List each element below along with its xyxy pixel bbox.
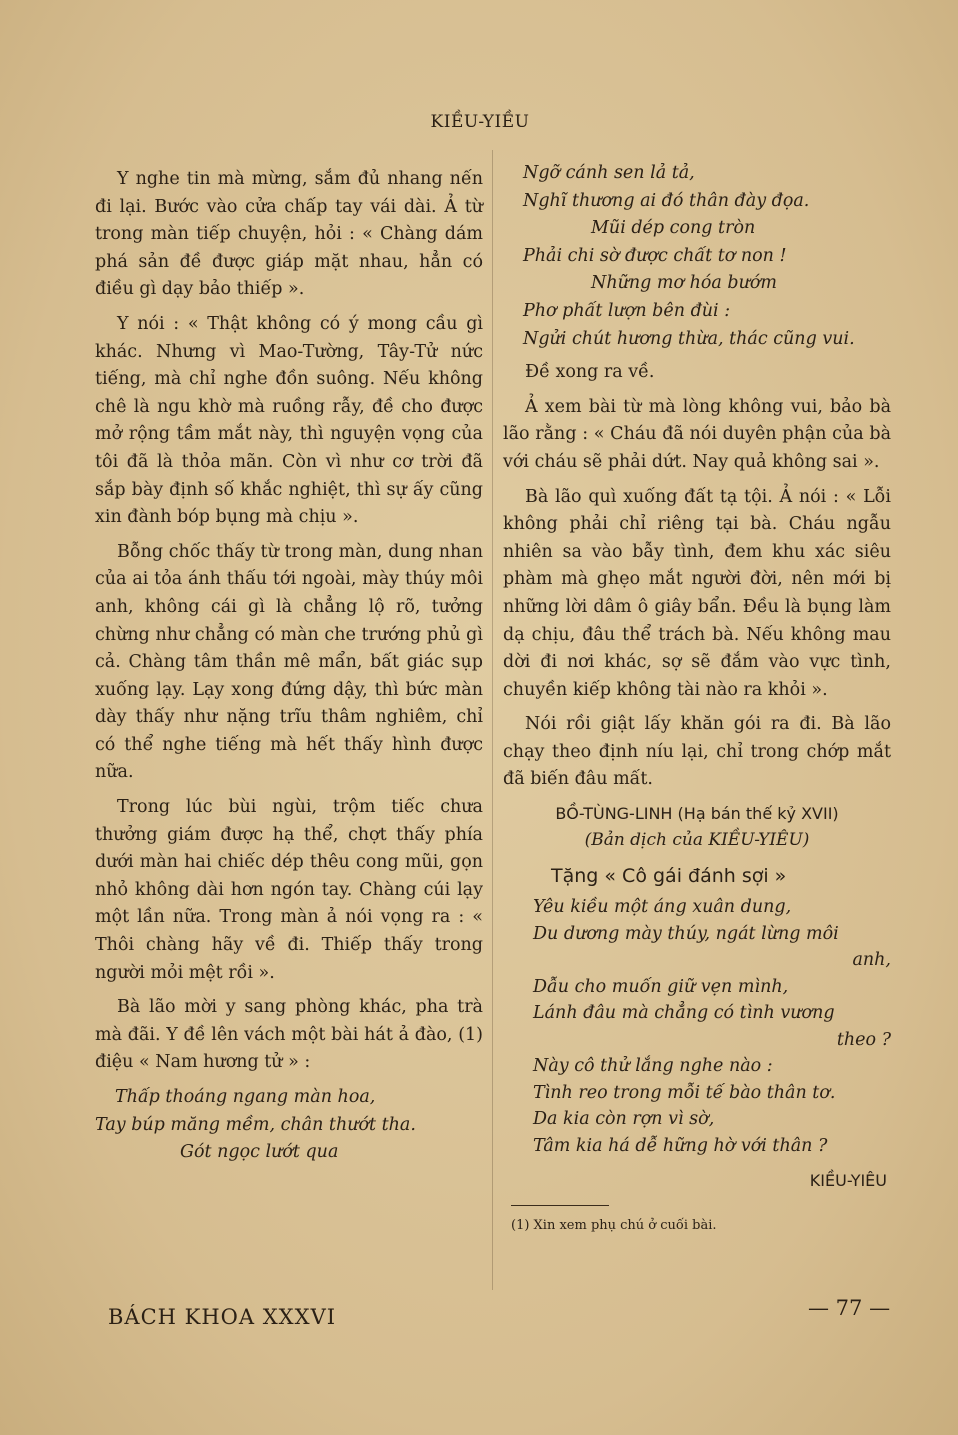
verse-line: Phải chi sờ được chất tơ non ! [523, 245, 787, 266]
poem [503, 894, 891, 1159]
publication-name: BÁCH KHOA XXXVI [108, 1305, 337, 1329]
paragraph: Đề xong ra về. [525, 362, 655, 383]
paragraph: Bà lão mời y sang phòng khác, pha trà mà đãi. Y đề lên vách một bài hát ả đào, (1) điệu « Nam hương tử » : [95, 997, 483, 1073]
verse-line: Thấp thoáng ngang màn hoa, [115, 1087, 376, 1107]
column-divider [492, 150, 493, 1290]
signature: KIỀU-YIÊU [809, 1171, 887, 1191]
page-number: — 77 — [808, 1296, 891, 1320]
paragraph: Y nói : « Thật không có ý mong cầu gì khác. Nhưng vì Mao-Tường, Tây-Tử nức tiếng, mà chỉ nghe đồn suông. Nếu không chê là ngu khờ mà ruồng rẫy, đề cho được mở rộng tầm mắt này, thì nguyện vọng của tôi đã là thỏa mãn. Còn vì như cơ trời đã sắp bày định số khắc nghiệt, thì sự ấy cũng xin đành bóp bụng mà chịu ». [95, 313, 483, 528]
poem-line: Này cô thử lắng nghe nào : [533, 1056, 773, 1077]
poem-title: Tặng « Cô gái đánh sợi » [551, 864, 787, 887]
song-verse [95, 1084, 483, 1167]
poem-line: Da kia còn rợn vì sờ, [533, 1109, 715, 1130]
poem-line: Yêu kiều một áng xuân dung, [533, 897, 792, 918]
poem-line: Lánh đâu mà chẳng có tình vương [533, 1003, 835, 1024]
left-column [95, 166, 483, 1173]
paragraph: Bỗng chốc thấy từ trong màn, dung nhan của ai tỏa ánh thấu tới ngoài, mày thúy môi anh, không cái gì là chẳng lộ rõ, tưởng chừng như chẳng có màn che trướng phủ gì cả. Chàng tâm thần mê mẩn, bất giác sụp xuống lạy. Lạy xong đứng dậy, thì bức màn dày thấy như nặng trĩu thâm nghiêm, chỉ có thể nghe tiếng mà hết thấy hình được nữa. [95, 541, 483, 783]
poem-line: Dẫu cho muốn giữ vẹn mình, [533, 976, 789, 997]
paragraph: Ả xem bài từ mà lòng không vui, bảo bà lão rằng : « Cháu đã nói duyên phận của bà với cháu sẽ phải dứt. Nay quả không sai ». [503, 396, 891, 472]
translation-note: (Bản dịch của KIỀU-YIÊU) [584, 830, 810, 851]
poem-line: Tâm kia há dễ hững hờ với thân ? [533, 1135, 828, 1156]
verse-line: Ngửi chút hương thừa, thác cũng vui. [523, 328, 855, 349]
poem-line: Tình reo trong mỗi tế bào thân tơ. [533, 1082, 836, 1103]
verse-line: Ngỡ cánh sen lả tả, [523, 163, 695, 183]
paragraph: Y nghe tin mà mừng, sắm đủ nhang nến đi lại. Bước vào cửa chấp tay vái dài. Ả từ trong màn tiếp chuyện, hỏi : « Chàng dám phá sản đề được giáp mặt nhau, hẳn có điều gì dạy bảo thiếp ». [95, 169, 483, 300]
verse-line: Tay búp măng mềm, chân thướt tha. [95, 1114, 416, 1135]
verse-line: Mũi dép cong tròn [591, 218, 756, 239]
verse-line: Nghĩ thương ai đó thân đày đọa. [523, 190, 810, 211]
poem-line: Du dương mày thúy, ngát lừng môi [533, 923, 839, 944]
verse-line: Gót ngọc lướt qua [180, 1142, 339, 1163]
poem-line-continuation: theo ? [836, 1029, 891, 1050]
paragraph: Bà lão quì xuống đất tạ tội. Ả nói : « Lỗi không phải chỉ riêng tại bà. Cháu ngẫu nhiên sa vào bẫy tình, đem khu xác siêu phàm mà ghẹo mắt người đời, nên mới bị những lời dâm ô giây bẩn. Đều là bụng làm dạ chịu, đâu thể trách bà. Nếu không mau dời đi nơi khác, sợ sẽ đắm vào vực tình, chuyền kiếp không tài nào ra khỏi ». [503, 486, 891, 700]
author-attribution: BỒ-TÙNG-LINH (Hạ bán thế kỷ XVII) [555, 804, 839, 824]
right-column [503, 158, 891, 1239]
verse-line: Những mơ hóa bướm [591, 273, 777, 294]
paragraph: Nói rồi giật lấy khăn gói ra đi. Bà lão chạy theo định níu lại, chỉ trong chớp mắt đã biến đâu mất. [503, 714, 891, 790]
footnote-rule [511, 1205, 609, 1206]
song-verse-continued [503, 160, 891, 353]
footnote: (1) Xin xem phụ chú ở cuối bài. [511, 1217, 717, 1233]
running-header: KIỀU-YIỀU [430, 112, 530, 132]
verse-line: Phơ phất lượn bên đùi : [523, 300, 731, 321]
paragraph: Trong lúc bùi ngùi, trộm tiếc chưa thưởng giám được hạ thể, chợt thấy phía dưới màn hai chiếc dép thêu cong mũi, gọn nhỏ không dài hơn ngón tay. Chàng cúi lạy một lần nữa. Trong màn ả nói vọng ra : « Thôi chàng hãy về đi. Thiếp thấy trong người mỏi mệt rồi ». [95, 797, 483, 983]
poem-line-continuation: anh, [852, 950, 891, 971]
